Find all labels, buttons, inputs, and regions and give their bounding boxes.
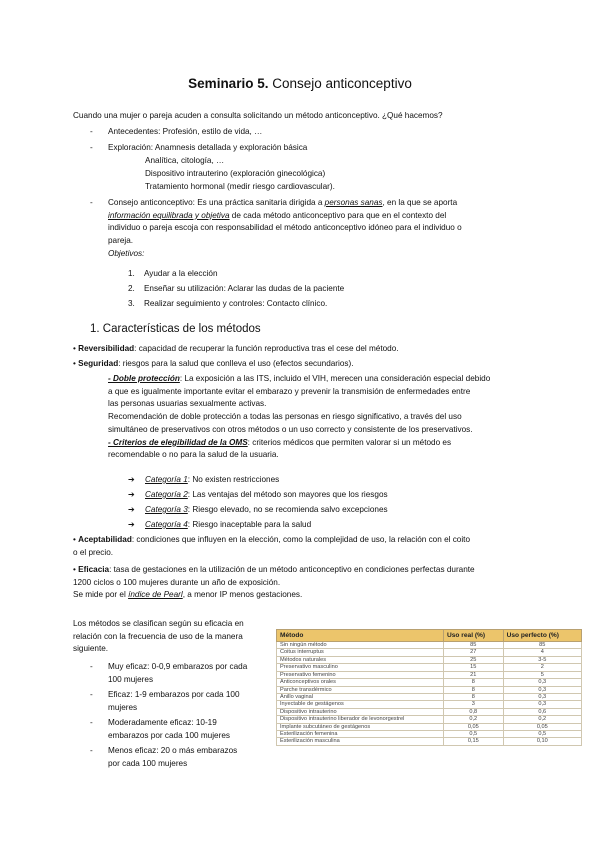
table-cell: 5 xyxy=(503,671,581,678)
arrow-icon: ➔ xyxy=(128,475,135,484)
table-cell: 21 xyxy=(444,671,504,678)
table-cell: Anillo vaginal xyxy=(277,693,444,700)
table-cell: 0,3 xyxy=(503,693,581,700)
table-cell: 25 xyxy=(444,656,504,663)
table-cell: 3-5 xyxy=(503,656,581,663)
table-row xyxy=(277,716,582,723)
seguridad-item: • Seguridad: riesgos para la salud que conlleva el uso (efectos secundarios). xyxy=(73,359,354,368)
table-cell: Anticonceptivos orales xyxy=(277,679,444,686)
doble-proteccion: - Doble protección: La exposición a las ITS, incluido el VIH, merecen una consideración especial debido a que es igualmente importante evitar el embarazo y prevenir la transmisión de enfermedades entre las personas usuarias sexualmente activas. Recomendación de doble protección a todas las personas en riesgo significativo, a través del uso simultáneo de preservativos con otros métodos o un uso correcto y consistente de los preservativos. - Criterios de elegibilidad de la OMS: criterios médicos que permiten valorar si un método es recomendable o no para la salud de la usuaria. xyxy=(108,374,491,460)
table-row xyxy=(277,642,582,649)
efficacy-table xyxy=(276,629,582,746)
table-cell: 8 xyxy=(444,679,504,686)
reversibilidad-item: • Reversibilidad: capacidad de recuperar la función reproductiva tras el cese del método. xyxy=(73,344,399,353)
table-cell: 0,05 xyxy=(444,723,504,730)
intro-text: Cuando una mujer o pareja acuden a consulta solicitando un método anticonceptivo. ¿Qué hacemos? xyxy=(73,111,443,120)
table-cell: 15 xyxy=(444,664,504,671)
exploracion-sub: Analítica, citología, … xyxy=(145,156,225,165)
table-cell: 0,5 xyxy=(444,731,504,738)
dash-bullet: - xyxy=(90,662,93,671)
table-cell: Parche transdérmico xyxy=(277,686,444,693)
objetivo-2: 2. Enseñar su utilización: Aclarar las dudas de la paciente xyxy=(128,284,345,293)
table-cell: 3 xyxy=(444,701,504,708)
table-row xyxy=(277,686,582,693)
table-row xyxy=(277,671,582,678)
table-cell: 0,8 xyxy=(444,708,504,715)
table-row xyxy=(277,679,582,686)
dash-bullet: - xyxy=(90,127,93,136)
exploracion-sub: Dispositivo intrauterino (exploración ginecológica) xyxy=(145,169,326,178)
table-cell: 27 xyxy=(444,649,504,656)
objetivos-label: Objetivos: xyxy=(108,248,145,258)
table-cell: 0,5 xyxy=(503,731,581,738)
objetivo-1: 1. Ayudar a la elección xyxy=(128,269,218,278)
categoria-3: Categoría 3: Riesgo elevado, no se recomienda salvo excepciones xyxy=(145,505,388,514)
table-cell: Esterilización masculina xyxy=(277,738,444,745)
aceptabilidad-item: • Aceptabilidad: condiciones que influyen en la elección, como la complejidad de uso, la relación con el coito o el precio. xyxy=(73,535,471,557)
exploracion-item: Exploración: Anamnesis detallada y exploración básica xyxy=(108,143,308,152)
table-cell: 2 xyxy=(503,664,581,671)
table-cell: 0,6 xyxy=(503,708,581,715)
clasificacion-item: Moderadamente eficaz: 10-19 embarazos por cada 100 mujeres xyxy=(108,718,230,740)
antecedentes-item: Antecedentes: Profesión, estilo de vida, … xyxy=(108,127,263,136)
arrow-icon: ➔ xyxy=(128,505,135,514)
table-cell: 0,10 xyxy=(503,738,581,745)
table-cell: Preservativo masculino xyxy=(277,664,444,671)
table-row xyxy=(277,738,582,745)
dash-bullet: - xyxy=(90,198,93,207)
table-row xyxy=(277,708,582,715)
table-cell: 8 xyxy=(444,693,504,700)
table-cell: Implante subcutáneo de gestágenos xyxy=(277,723,444,730)
dash-bullet: - xyxy=(90,143,93,152)
table-cell: 85 xyxy=(444,642,504,649)
dash-bullet: - xyxy=(90,746,93,755)
section-heading: 1. Características de los métodos xyxy=(90,323,261,335)
table-row xyxy=(277,656,582,663)
table-cell: 0,3 xyxy=(503,686,581,693)
table-row xyxy=(277,723,582,730)
table-row xyxy=(277,701,582,708)
eficacia-item: • Eficacia: tasa de gestaciones en la utilización de un método anticonceptivo en condiciones perfectas durante 1200 ciclos o 100 mujeres durante un año de exposición. Se mide por el índice de Pearl, a menor IP menos gestaciones. xyxy=(73,565,475,600)
table-cell: 0,3 xyxy=(503,701,581,708)
table-cell: 85 xyxy=(503,642,581,649)
page-title: Seminario 5. Consejo anticonceptivo xyxy=(188,76,412,91)
table-cell: 0,05 xyxy=(503,723,581,730)
clasificacion-intro: Los métodos se clasifican según su eficacia en relación con la frecuencia de uso de la manera siguiente. xyxy=(73,619,244,654)
arrow-icon: ➔ xyxy=(128,520,135,529)
table-row xyxy=(277,693,582,700)
dash-bullet: - xyxy=(90,718,93,727)
consejo-item: Consejo anticonceptivo: Es una práctica sanitaria dirigida a personas sanas, en la que se aporta información equilibrada y objetiva de cada método anticonceptivo para que en el contexto del individuo o pareja escoja con responsabilidad el método anticonceptivo idóneo para el individuo o pareja. Objetivos: xyxy=(108,198,462,258)
table-cell: 0,2 xyxy=(503,716,581,723)
arrow-icon: ➔ xyxy=(128,490,135,499)
clasificacion-item: Muy eficaz: 0-0,9 embarazos por cada 100 mujeres xyxy=(108,662,248,684)
table-cell: 4 xyxy=(503,649,581,656)
table-cell: 0,15 xyxy=(444,738,504,745)
categoria-2: Categoría 2: Las ventajas del método son mayores que los riesgos xyxy=(145,490,388,499)
categoria-4: Categoría 4: Riesgo inaceptable para la salud xyxy=(145,520,312,529)
table-cell: 8 xyxy=(444,686,504,693)
table-cell: 0,2 xyxy=(444,716,504,723)
table-cell: 0,3 xyxy=(503,679,581,686)
objetivo-3: 3. Realizar seguimiento y controles: Contacto clínico. xyxy=(128,299,328,308)
table-cell: Coitus interruptus xyxy=(277,649,444,656)
table-cell: Métodos naturales xyxy=(277,656,444,663)
table-row xyxy=(277,649,582,656)
exploracion-sub: Tratamiento hormonal (medir riesgo cardiovascular). xyxy=(145,182,335,191)
table-cell: Dispositivo intrauterino liberador de levonorgestrel xyxy=(277,716,444,723)
dash-bullet: - xyxy=(90,690,93,699)
table-row xyxy=(277,731,582,738)
categoria-1: Categoría 1: No existen restricciones xyxy=(145,475,280,484)
clasificacion-item: Menos eficaz: 20 o más embarazos por cada 100 mujeres xyxy=(108,746,238,768)
table-header: Método xyxy=(277,630,444,642)
table-cell: Inyectable de gestágenos xyxy=(277,701,444,708)
clasificacion-item: Eficaz: 1-9 embarazos por cada 100 mujeres xyxy=(108,690,240,712)
table-header: Uso perfecto (%) xyxy=(503,630,581,642)
table-row xyxy=(277,664,582,671)
table-cell: Dispositivo intrauterino xyxy=(277,708,444,715)
table-cell: Esterilización femenina xyxy=(277,731,444,738)
table-cell: Sin ningún método xyxy=(277,642,444,649)
table-cell: Preservativo femenino xyxy=(277,671,444,678)
table-header: Uso real (%) xyxy=(444,630,504,642)
